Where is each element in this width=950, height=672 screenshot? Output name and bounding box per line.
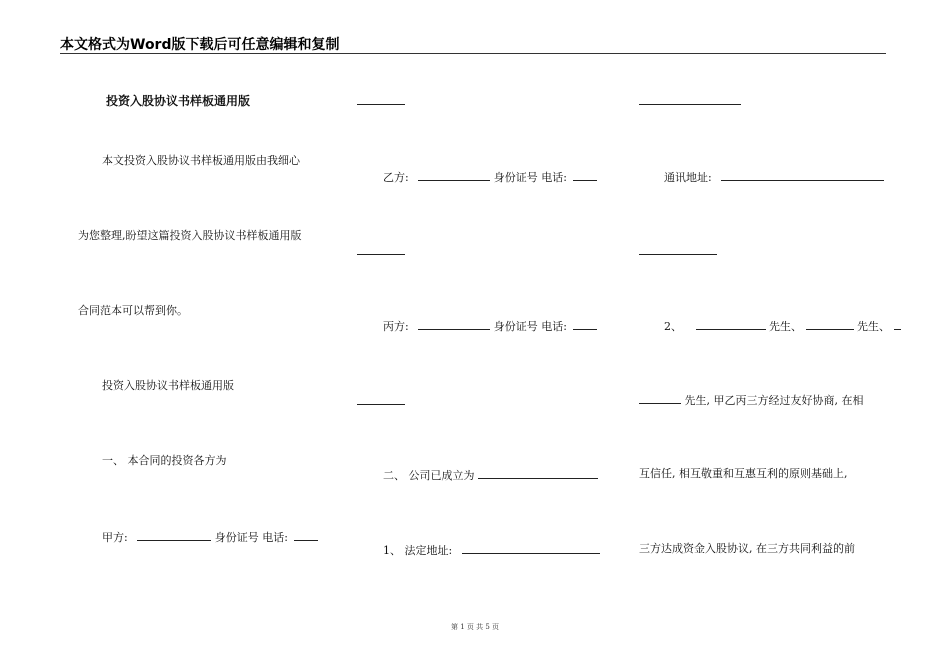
party-a-id-phone-label: 身份证号 电话: [214,531,288,544]
party-b-label: 乙方: [383,171,409,184]
party-c-blank[interactable] [418,318,490,330]
mr-label-2: 先生、 [857,320,890,333]
party-b-phone-continuation-line [357,254,405,255]
party-a-row [102,529,318,545]
representative-1-blank[interactable] [696,318,766,330]
legal-address-continuation-line [639,104,741,105]
item-1-row [383,542,600,558]
mr-label-1: 先生、 [769,320,802,333]
section-2-row [383,467,598,483]
col3-line-2-row [639,392,864,408]
item-2-prefix: 2、 [664,320,682,333]
col3-line-3: 互信任, 相互敬重和互惠互利的原则基础上, [639,467,848,480]
col3-line-2-text: 先生, 甲乙丙三方经过友好协商, 在相 [684,394,864,407]
intro-line-2: 为您整理,盼望这篇投资入股协议书样板通用版 [78,229,302,242]
section-2-heading: 二、 公司已成立为 [383,469,475,482]
company-name-blank[interactable] [478,467,598,479]
party-a-phone-continuation-line [357,104,405,105]
party-b-id-phone-label: 身份证号 电话: [493,171,567,184]
document-title: 投资入股协议书样板通用版 [106,94,251,108]
party-b-phone-blank[interactable] [573,169,597,181]
party-b-blank[interactable] [418,169,490,181]
address-blank[interactable] [721,169,884,181]
party-c-row [383,318,597,334]
address-row [664,169,884,185]
intro-line-3: 合同范本可以帮到你。 [78,304,188,317]
party-c-id-phone-label: 身份证号 电话: [493,320,567,333]
document-header-title: 本文格式为Word版下载后可任意编辑和复制 [60,37,340,53]
party-b-row [383,169,597,185]
legal-address-blank[interactable] [462,542,600,554]
party-a-label: 甲方: [102,531,128,544]
col3-line-4: 三方达成资金入股协议, 在三方共同利益的前 [639,542,855,555]
party-c-phone-blank[interactable] [573,318,597,330]
item-2-row [664,318,901,334]
party-a-blank[interactable] [137,529,211,541]
party-c-phone-continuation-line [357,404,405,405]
representative-3-continuation-blank[interactable] [639,392,681,404]
document-subtitle: 投资入股协议书样板通用版 [102,379,234,392]
address-continuation-line [639,254,717,255]
page-footer: 第 1 页 共 5 页 [450,623,500,631]
address-label: 通讯地址: [664,171,712,184]
column-left [0,0,340,620]
item-1-label: 1、 法定地址: [383,544,453,557]
party-c-label: 丙方: [383,320,409,333]
intro-line-1: 本文投资入股协议书样板通用版由我细心 [102,154,300,167]
column-right [620,0,910,620]
section-1-heading: 一、 本合同的投资各方为 [102,454,227,467]
representative-3-blank[interactable] [894,318,901,330]
representative-2-blank[interactable] [806,318,854,330]
party-a-phone-blank[interactable] [294,529,318,541]
column-middle [340,0,620,620]
